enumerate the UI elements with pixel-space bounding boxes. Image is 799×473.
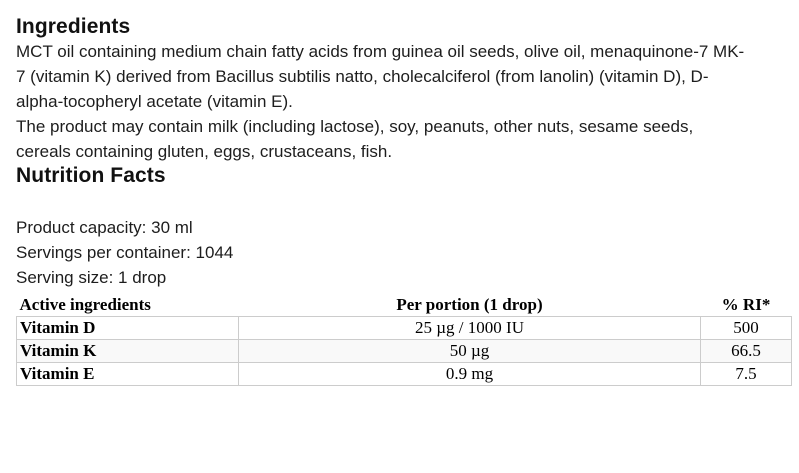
ingredients-paragraph: MCT oil containing medium chain fatty acids from guinea oil seeds, olive oil, menaquinone-7 MK-7 (vitamin K) derived from Bacillus subtilis natto, cholecalciferol (from lanolin) (vitamin D), D-alpha-tocopheryl acetate (vitamin E). (16, 42, 745, 112)
vitamin-ri-percent: 66.5 (701, 340, 792, 363)
allergen-paragraph: The product may contain milk (including lactose), soy, peanuts, other nuts, sesame seeds, cereals containing gluten, eggs, crustaceans, fish. (16, 117, 694, 162)
vitamin-amount: 50 µg (239, 340, 701, 363)
vitamin-name: Vitamin E (17, 363, 239, 386)
vitamin-amount: 25 µg / 1000 IU (239, 317, 701, 340)
table-row-vitamin-e (17, 363, 792, 386)
table-header-active-ingredients: Active ingredients (19, 295, 151, 315)
ingredients-heading: Ingredients (16, 15, 131, 38)
vitamin-name: Vitamin D (17, 317, 239, 340)
servings-per-container-line: Servings per container: 1044 (16, 243, 234, 263)
table-row-vitamin-d (17, 317, 792, 340)
table-row-vitamin-k (17, 340, 792, 363)
product-capacity-line: Product capacity: 30 ml (16, 218, 193, 238)
table-header-row (17, 294, 792, 317)
serving-size-line: Serving size: 1 drop (16, 268, 167, 288)
vitamin-ri-percent: 500 (701, 317, 792, 340)
table-header-percent-ri: % RI* (721, 295, 771, 315)
nutrition-facts-heading: Nutrition Facts (16, 164, 166, 188)
vitamin-ri-percent: 7.5 (701, 363, 792, 386)
table-header-per-portion: Per portion (1 drop) (396, 295, 543, 315)
active-ingredients-table (16, 294, 792, 386)
serving-info (16, 215, 791, 290)
vitamin-name: Vitamin K (17, 340, 239, 363)
vitamin-amount: 0.9 mg (239, 363, 701, 386)
